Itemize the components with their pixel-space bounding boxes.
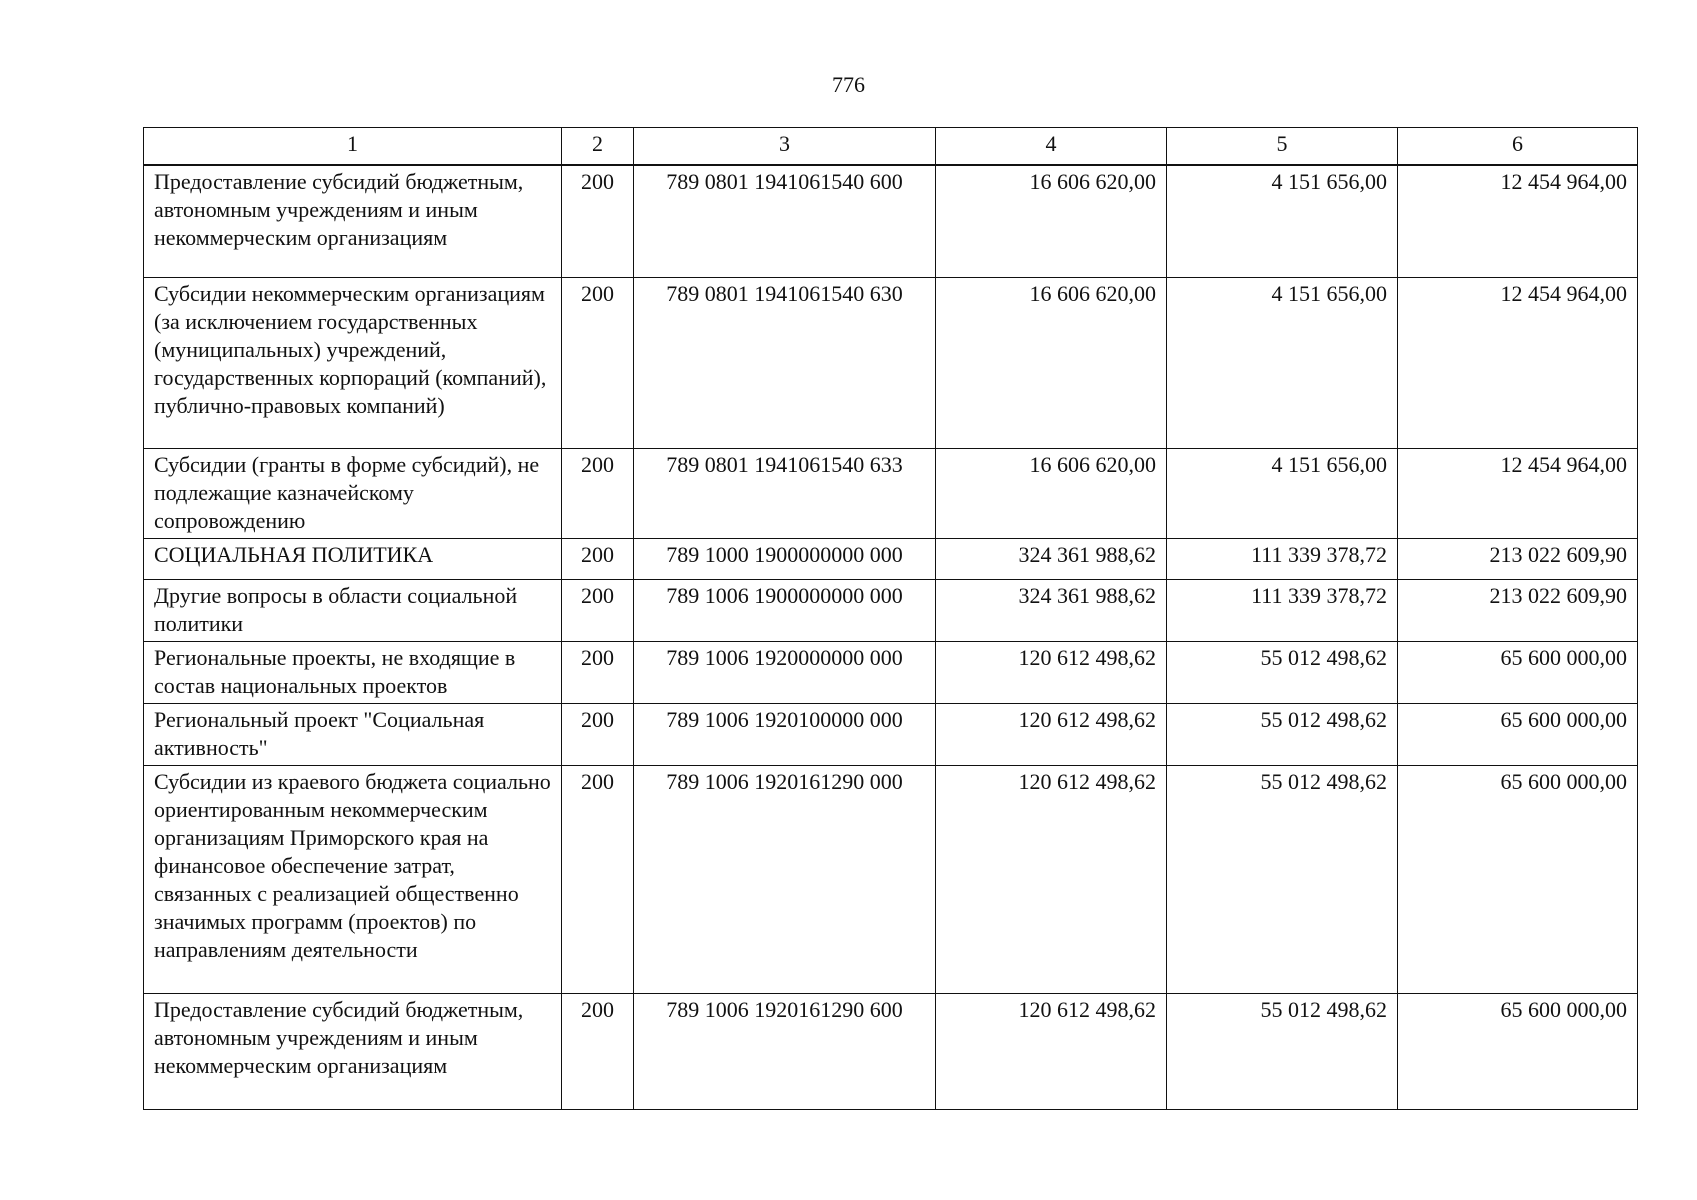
row-col4-cell: 324 361 988,62 (936, 580, 1167, 642)
row-col4-cell: 16 606 620,00 (936, 165, 1167, 278)
row-col2-cell: 200 (562, 165, 634, 278)
row-col6-cell: 213 022 609,90 (1398, 580, 1638, 642)
budget-table (143, 127, 1638, 1110)
column-header-5: 5 (1167, 128, 1398, 165)
row-col6-cell: 12 454 964,00 (1398, 278, 1638, 449)
row-col2-cell: 200 (562, 766, 634, 994)
row-col4-cell: 120 612 498,62 (936, 994, 1167, 1110)
row-col5-cell: 4 151 656,00 (1167, 165, 1398, 278)
row-col2-cell: 200 (562, 580, 634, 642)
table-header-row (144, 128, 1638, 165)
row-name-cell: Предоставление субсидий бюджетным, автономным учреждениям и иным некоммерческим организациям (144, 165, 562, 278)
table-row (144, 704, 1638, 766)
row-name-cell: Предоставление субсидий бюджетным, автономным учреждениям и иным некоммерческим организациям (144, 994, 562, 1110)
table-row (144, 539, 1638, 580)
row-col2-cell: 200 (562, 642, 634, 704)
row-col5-cell: 4 151 656,00 (1167, 449, 1398, 539)
row-col6-cell: 12 454 964,00 (1398, 449, 1638, 539)
column-header-1: 1 (144, 128, 562, 165)
row-name-cell: Субсидии некоммерческим организациям (за исключением государственных (муниципальных) учреждений, государственных корпораций (компаний), публично-правовых компаний) (144, 278, 562, 449)
row-code-cell: 789 1006 1920161290 000 (634, 766, 936, 994)
row-name-cell: Субсидии (гранты в форме субсидий), не подлежащие казначейскому сопровождению (144, 449, 562, 539)
column-header-3: 3 (634, 128, 936, 165)
row-name-cell: Субсидии из краевого бюджета социально ориентированным некоммерческим организациям Приморского края на финансовое обеспечение затрат, связанных с реализацией общественно значимых программ (проектов) по направлениям деятельности (144, 766, 562, 994)
row-col5-cell: 55 012 498,62 (1167, 642, 1398, 704)
table-row (144, 449, 1638, 539)
row-col4-cell: 16 606 620,00 (936, 278, 1167, 449)
row-col6-cell: 65 600 000,00 (1398, 994, 1638, 1110)
row-col5-cell: 55 012 498,62 (1167, 994, 1398, 1110)
row-code-cell: 789 0801 1941061540 633 (634, 449, 936, 539)
row-name-cell: Региональные проекты, не входящие в состав национальных проектов (144, 642, 562, 704)
row-code-cell: 789 1006 1920161290 600 (634, 994, 936, 1110)
row-col4-cell: 16 606 620,00 (936, 449, 1167, 539)
row-col2-cell: 200 (562, 539, 634, 580)
table-row (144, 766, 1638, 994)
table-row (144, 994, 1638, 1110)
row-col5-cell: 111 339 378,72 (1167, 539, 1398, 580)
column-header-4: 4 (936, 128, 1167, 165)
row-col2-cell: 200 (562, 994, 634, 1110)
row-col4-cell: 120 612 498,62 (936, 704, 1167, 766)
row-col4-cell: 324 361 988,62 (936, 539, 1167, 580)
row-col6-cell: 12 454 964,00 (1398, 165, 1638, 278)
page-number: 776 (832, 72, 865, 97)
row-name-cell: СОЦИАЛЬНАЯ ПОЛИТИКА (144, 539, 562, 580)
row-code-cell: 789 0801 1941061540 630 (634, 278, 936, 449)
row-col6-cell: 65 600 000,00 (1398, 766, 1638, 994)
row-col6-cell: 65 600 000,00 (1398, 642, 1638, 704)
row-col6-cell: 65 600 000,00 (1398, 704, 1638, 766)
row-code-cell: 789 1006 1900000000 000 (634, 580, 936, 642)
row-code-cell: 789 1000 1900000000 000 (634, 539, 936, 580)
row-col5-cell: 55 012 498,62 (1167, 704, 1398, 766)
row-col4-cell: 120 612 498,62 (936, 642, 1167, 704)
row-code-cell: 789 1006 1920100000 000 (634, 704, 936, 766)
table-row (144, 165, 1638, 278)
row-col6-cell: 213 022 609,90 (1398, 539, 1638, 580)
row-code-cell: 789 1006 1920000000 000 (634, 642, 936, 704)
table-row (144, 642, 1638, 704)
row-col2-cell: 200 (562, 449, 634, 539)
row-name-cell: Другие вопросы в области социальной политики (144, 580, 562, 642)
row-code-cell: 789 0801 1941061540 600 (634, 165, 936, 278)
table-row (144, 278, 1638, 449)
row-col4-cell: 120 612 498,62 (936, 766, 1167, 994)
row-name-cell: Региональный проект "Социальная активность" (144, 704, 562, 766)
table-row (144, 580, 1638, 642)
row-col2-cell: 200 (562, 704, 634, 766)
row-col5-cell: 111 339 378,72 (1167, 580, 1398, 642)
column-header-6: 6 (1398, 128, 1638, 165)
column-header-2: 2 (562, 128, 634, 165)
row-col5-cell: 55 012 498,62 (1167, 766, 1398, 994)
row-col5-cell: 4 151 656,00 (1167, 278, 1398, 449)
row-col2-cell: 200 (562, 278, 634, 449)
